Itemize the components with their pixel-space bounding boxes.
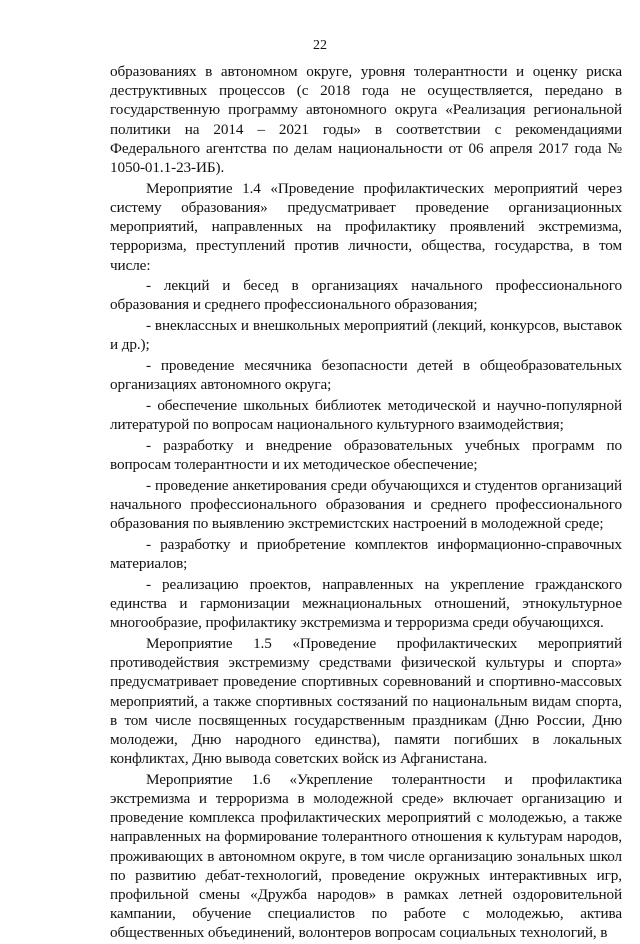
- paragraph: - внеклассных и внешкольных мероприятий (лекций, конкурсов, выставок и др.);: [110, 317, 622, 354]
- paragraph: - проведение месячника безопасности детей в общеобразовательных организациях автономного округа;: [110, 357, 622, 394]
- paragraph: образованиях в автономном округе, уровня толерантности и оценку риска деструктивных процессов (с 2018 года не осуществляется, передано в государственную программу автономного округа «Реализация региональной политики на 2014 – 2021 годы» в соответствии с рекомендациями Федерального агентства по делам национальности от 06 апреля 2017 года № 1050-01.1-23-ИБ).: [110, 63, 622, 177]
- page-number: 22: [313, 38, 327, 53]
- paragraph: Мероприятие 1.4 «Проведение профилактических мероприятий через систему образования» предусматривает проведение организационных мероприятий, направленных на профилактику проявлений экстремизма, терроризма, преступлений против личности, общества, государства, в том числе:: [110, 179, 622, 274]
- paragraph: Мероприятие 1.5 «Проведение профилактических мероприятий противодействия экстремизму средствами физической культуры и спорта» предусматривает проведение спортивных соревнований и спортивно-массовых мероприятий, а также спортивных состязаний по национальным видам спорта, в том числе посвященных государственным праздникам (Дню России, Дню молодежи, Дню народного единства), памяти погибших в локальных конфликтах, Дню вывода советских войск из Афганистана.: [110, 634, 622, 768]
- paragraph: - лекций и бесед в организациях начального профессионального образования и среднего профессионального образования;: [110, 277, 622, 314]
- paragraph: - разработку и внедрение образовательных учебных программ по вопросам толерантности и их методическое обеспечение;: [110, 436, 622, 474]
- paragraph: - обеспечение школьных библиотек методической и научно-популярной литературой по вопросам национального культурного взаимодействия;: [110, 396, 622, 434]
- paragraph: - проведение анкетирования среди обучающихся и студентов организаций начального профессионального образования и среднего профессионального образования по выявлению экстремистских настроений в молодежной среде;: [110, 476, 622, 533]
- paragraph: Мероприятие 1.6 «Укрепление толерантности и профилактика экстремизма и терроризма в молодежной среде» включает организацию и проведение комплекса профилактических мероприятий с молодежью, а также направленных на формирование толерантного отношения к культурам народов, проживающих в автономном округе, в том числе организацию зональных школ по развитию дебат-технологий, проведение окружных интерактивных игр, профильной смены «Дружба народов» в рамках летней оздоровительной кампании, обучение специалистов по работе с молодежью, актива общественных объединений, волонтеров вопросам социальных технологий, в: [110, 770, 622, 942]
- document-body: [110, 62, 622, 944]
- paragraph: - разработку и приобретение комплектов информационно-справочных материалов;: [110, 535, 622, 573]
- paragraph: - реализацию проектов, направленных на укрепление гражданского единства и гармонизации межнациональных отношений, этнокультурное многообразие, профилактику экстремизма и терроризма среди обучающихся.: [110, 575, 622, 632]
